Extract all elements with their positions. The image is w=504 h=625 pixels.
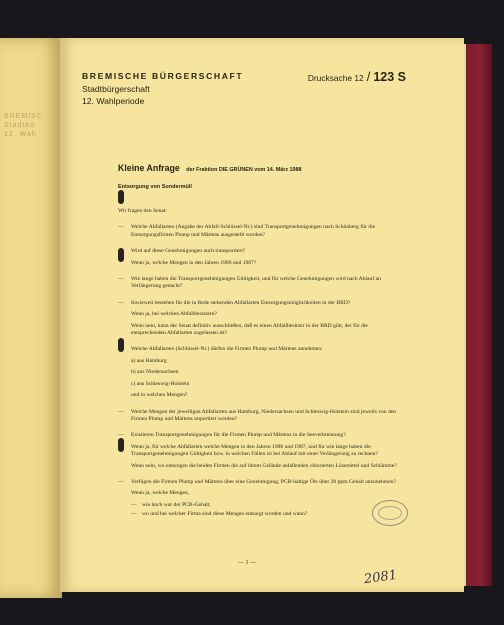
list-dash: — <box>118 248 124 255</box>
left-page-ghost-text <box>4 112 44 139</box>
archive-stamp-icon <box>372 500 408 526</box>
list-dash: — <box>118 408 124 415</box>
question-text: Welche Mengen der jeweiligen Abfallarten aus Hamburg, Niedersachsen und Schleswig-Holstein sind jeweils von den Firmen Plump und Märtens importiert worden? <box>131 408 397 422</box>
header-org: BREMISCHE BÜRGERSCHAFT <box>82 71 244 81</box>
question-8 <box>118 479 400 486</box>
question-subtext: wo und bei welcher Firma sind diese Mengen entsorgt worden und wann? <box>142 511 308 518</box>
left-page <box>0 38 62 598</box>
question-5 <box>118 346 400 353</box>
punch-hole <box>118 190 124 204</box>
ghost-line: BREMISC <box>4 113 43 120</box>
page-number: — 1 — <box>238 560 256 566</box>
question-text: Verfügen die Firmen Plump und Märtens über eine Genehmigung, PCB-haltige Öle über 20 ppm Gehalt anzunehmen? <box>131 478 397 485</box>
list-dash: — <box>131 501 137 508</box>
question-8-sub: Wenn ja, welche Mengen, <box>131 490 190 497</box>
question-7-sub-2: Wenn nein, wo entsorgen die beiden Firmen die auf ihrem Gelände anfallenden chlorierten Lösemittel und Schlämme? <box>131 462 397 469</box>
question-8-sub-a <box>118 502 400 509</box>
drucksache-slash: / <box>366 69 371 84</box>
question-7-sub-1: Wenn ja, für welche Abfallarten welche Mengen in den Jahren 1986 und 1987, und für wie lange haben die Transportgenehmigungen Gültigkeit bzw. in welchen Fällen ist bei Ablauf mit einer Verlängerung zu rechnen? <box>131 443 378 458</box>
question-7 <box>118 432 400 439</box>
question-subtext: wie hoch war der PCB-Gehalt, <box>142 501 211 508</box>
title-fraktion-date: der Fraktion DIE GRÜNEN vom 14. März 1988 <box>186 167 302 173</box>
question-4 <box>118 300 400 307</box>
question-text: Existieren Transportgenehmigungen für die Firmen Plump und Märtens in die Seeverbrennung? <box>131 432 346 439</box>
question-5-item-a: a) aus Hamburg <box>131 357 167 364</box>
binder-cover <box>462 44 492 586</box>
ghost-line: Stadtbü <box>4 122 36 129</box>
document-title <box>118 158 302 176</box>
question-2-sub: Wenn ja, welche Mengen in den Jahren 1986 und 1987? <box>131 259 257 266</box>
question-4-sub-2: Wenn nein, kann der Senat definitiv ausschließen, daß es einen Abfallbesitzer in der BRD gibt, der für die entsprechenden Abfallarten zugelassen ist? <box>131 322 368 337</box>
question-text: Wird auf diese Genehmigungen auch transportiert? <box>131 248 246 255</box>
question-2 <box>118 248 400 255</box>
document-subject: Entsorgung von Sondermüll <box>118 184 192 190</box>
question-5-item-d: und in welchen Mengen? <box>131 392 188 399</box>
drucksache-id: 123 S <box>373 70 406 84</box>
question-5-item-c: c) aus Schleswig-Holstein <box>131 380 190 387</box>
question-4-sub-1: Wenn ja, bei welchen Abfallbesitzern? <box>131 311 218 318</box>
drucksache-label: Drucksache 12 <box>307 73 364 83</box>
list-dash: — <box>118 432 124 439</box>
header-sub-stadtbuergerschaft: Stadtbürgerschaft <box>82 84 150 94</box>
question-text: Inwieweit bestehen für die in Rede stehenden Abfallarten Entsorgungsmöglichkeiten in der BRD? <box>131 299 351 306</box>
drucksache-number <box>308 68 406 86</box>
title-kleine-anfrage: Kleine Anfrage <box>118 163 180 173</box>
ghost-line: 12. Wah <box>4 131 37 138</box>
header-sub-wahlperiode: 12. Wahlperiode <box>82 96 145 106</box>
question-text: Welche Abfallarten (Angabe der Abfall-Schlüssel-Nr.) sind Transportgenehmigungen nach Schönberg für die Entsorgungsfirmen Plump und Märtens ausgestellt worden? <box>131 224 376 238</box>
question-3 <box>118 276 400 291</box>
intro-text: Wir fragen den Senat: <box>118 208 168 214</box>
question-text: Wie lange haben die Transportgenehmigungen Gültigkeit, und für welche Genehmigungen wird nach Ablauf an Verlängerung gedacht? <box>131 276 381 290</box>
list-dash: — <box>118 299 124 306</box>
question-6 <box>118 409 400 424</box>
question-1 <box>118 224 400 239</box>
document-page <box>60 38 464 592</box>
list-dash: — <box>118 276 124 283</box>
question-8-sub-b <box>118 511 400 518</box>
list-dash: — <box>118 478 124 485</box>
question-text: Welche Abfallarten (Schlüssel-Nr.) dürfen die Firmen Plump und Märtens annehmen: <box>131 346 323 353</box>
list-dash: — <box>131 511 137 518</box>
question-5-item-b: b) aus Niedersachsen <box>131 369 179 376</box>
list-dash: — <box>118 224 124 231</box>
handwritten-note: 2081 <box>363 567 398 588</box>
document-body <box>118 208 400 521</box>
list-dash: — <box>118 346 124 353</box>
